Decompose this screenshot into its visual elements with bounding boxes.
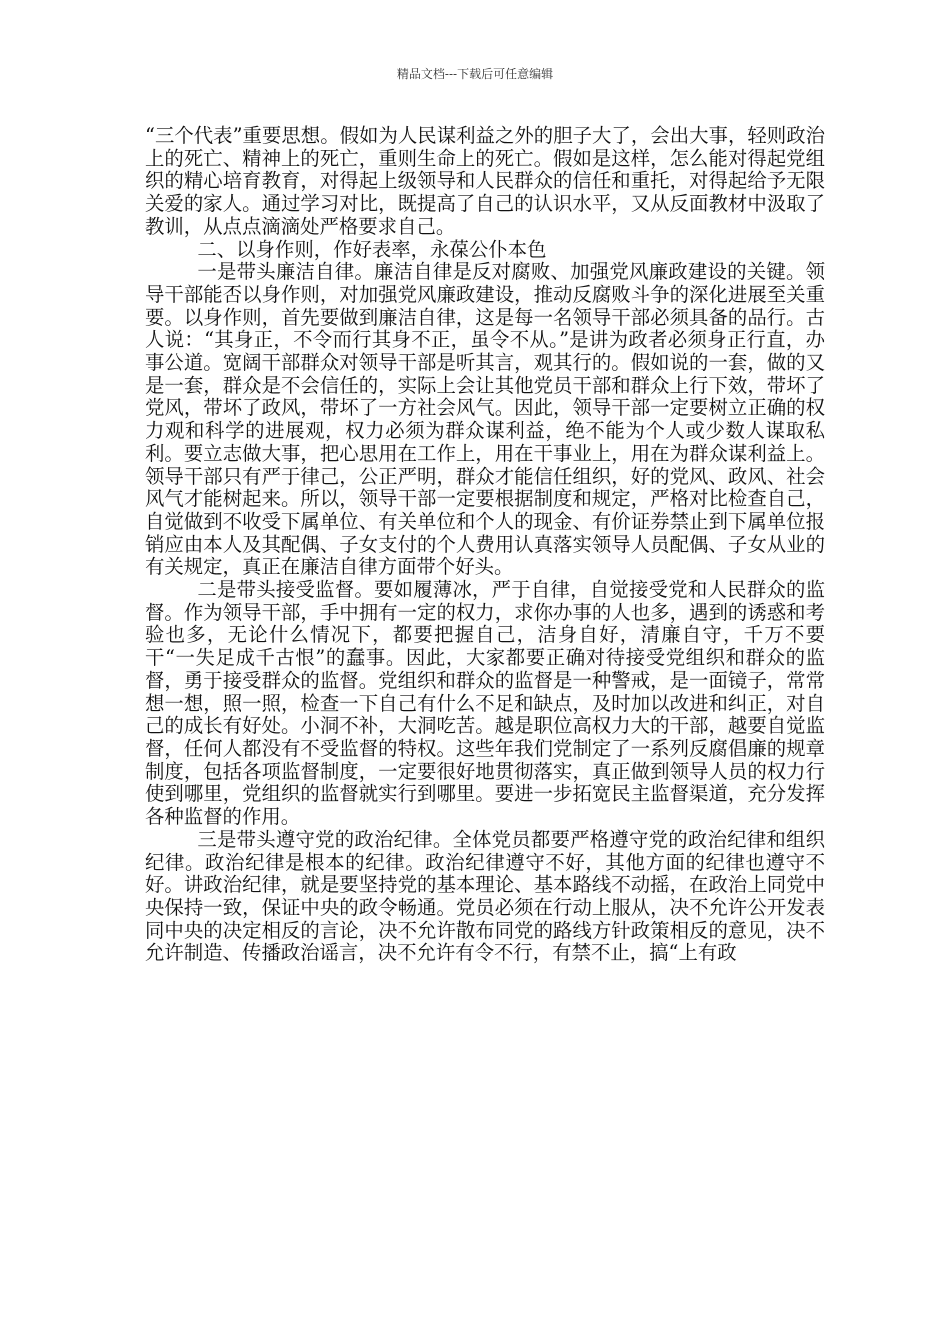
paragraph-supervision: 二是带头接受监督。要如履薄冰，严于自律，自觉接受党和人民群众的监督。作为领导干部，手中拥有一定的权力，求你办事的人也多，遇到的诱惑和考验也多，无论什么情况下，都要把握自己，洁身自好，清廉自守，千万不要干“一失足成千古恨”的蠢事。因此，大家都要正确对待接受党组织和群众的监督，勇于接受群众的监督。党组织和群众的监督是一种警戒，是一面镜子，常常想一想，照一照，检查一下自己有什么不足和缺点，及时加以改进和纠正，对自己的成长有好处。小洞不补，大洞吃苦。越是职位高权力大的干部，越要自觉监督，任何人都没有不受监督的特权。这些年我们党制定了一系列反腐倡廉的规章制度，包括各项监督制度，一定要很好地贯彻落实，真正做到领导人员的权力行使到哪里，党组织的监督就实行到哪里。要进一步拓宽民主监督渠道，充分发挥各种监督的作用。	[145, 578, 825, 829]
paragraph-continuation: “三个代表”重要思想。假如为人民谋利益之外的胆子大了，会出大事，轻则政治上的死亡、精神上的死亡，重则生命上的死亡。假如是这样，怎么能对得起党组织的精心培育教育，对得起上级领导和人民群众的信任和重托，对得起给予无限关爱的家人。通过学习对比，既提高了自己的认识水平，又从反面教材中汲取了教训，从点点滴滴处严格要求自己。	[145, 124, 825, 238]
page-header: 精品文档---下载后可任意编辑	[396, 67, 554, 81]
paragraph-integrity: 一是带头廉洁自律。廉洁自律是反对腐败、加强党风廉政建设的关键。领导干部能否以身作则，对加强党风廉政建设，推动反腐败斗争的深化进展至关重要。以身作则，首先要做到廉洁自律，这是每一名领导干部必须具备的品行。古人说：“其身正，不令而行其身不正，虽令不从。”是讲为政者必须身正行直，办事公道。宽阔干部群众对领导干部是听其言，观其行的。假如说的一套，做的又是一套，群众是不会信任的，实际上会让其他党员干部和群众上行下效，带坏了党风，带坏了政风，带坏了一方社会风气。因此，领导干部一定要树立正确的权力观和科学的进展观，权力必须为群众谋利益，绝不能为个人或少数人谋取私利。要立志做大事，把心思用在工作上，用在干事业上，用在为群众谋利益上。领导干部只有严于律己，公正严明，群众才能信任组织，好的党风、政风、社会风气才能树起来。所以，领导干部一定要根据制度和规定，严格对比检查自己，自觉做到不收受下属单位、有关单位和个人的现金、有价证券禁止到下属单位报销应由本人及其配偶、子女支付的个人费用认真落实领导人员配偶、子女从业的有关规定，真正在廉洁自律方面带个好头。	[145, 260, 825, 579]
paragraph-discipline: 三是带头遵守党的政治纪律。全体党员都要严格遵守党的政治纪律和组织纪律。政治纪律是根本的纪律。政治纪律遵守不好，其他方面的纪律也遵守不好。讲政治纪律，就是要坚持党的基本理论、基本路线不动摇，在政治上同党中央保持一致，保证中央的政令畅通。党员必须在行动上服从，决不允许公开发表同中央的决定相反的言论，决不允许散布同党的路线方针政策相反的意见，决不允许制造、传播政治谣言，决不允许有令不行，有禁不止，搞“上有政	[145, 827, 825, 965]
section-heading: 二、以身作则，作好表率，永葆公仆本色	[197, 237, 547, 261]
document-body	[145, 125, 825, 965]
